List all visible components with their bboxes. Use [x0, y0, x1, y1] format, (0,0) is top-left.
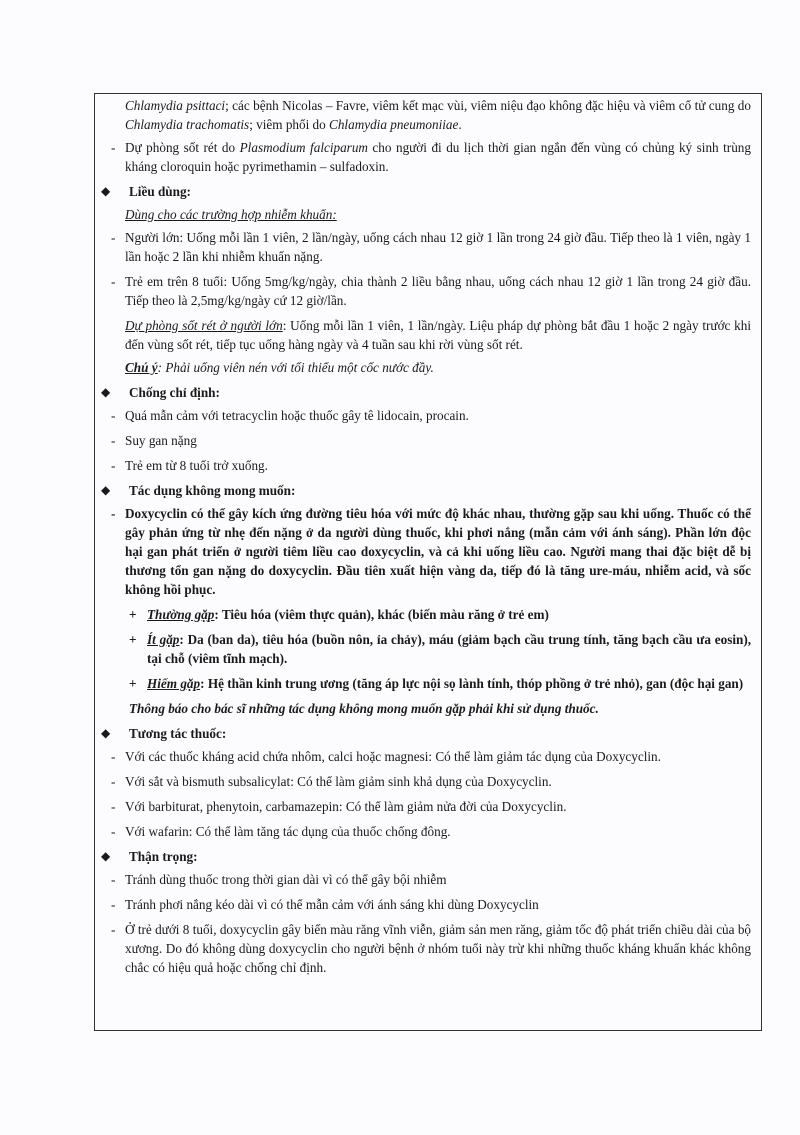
text: Trẻ em trên 8 tuổi: Uống 5mg/kg/ngày, chia thành 2 liều bằng nhau, uống cách nhau 12 giờ 1 lần trong 24 giờ đầu. Tiếp theo là 2,5mg/kg/ngày cứ 12 giờ/lần. [125, 274, 751, 308]
text: Ở trẻ dưới 8 tuổi, doxycyclin gây biến màu răng vĩnh viễn, giảm sản men răng, giảm tốc độ phát triển chiều dài của bộ xương. Do đó không dùng doxycyclin cho người bệnh ở nhóm tuổi này trừ khi những thuốc kháng khuẩn khác không chắc có hiệu quả hoặc chống chỉ định. [125, 922, 751, 975]
text: Trẻ em từ 8 tuổi trở xuống. [125, 458, 268, 473]
text: ; viêm phổi do [249, 117, 330, 132]
side-effects-rare [107, 674, 751, 693]
text: Dự phòng sốt rét do [125, 140, 240, 155]
text: : Tiêu hóa (viêm thực quản), khác (biến màu răng ở trẻ em) [214, 607, 549, 622]
dash-marker: - [111, 922, 116, 937]
organism-name: Chlamydia pneumoniiae [329, 117, 459, 132]
side-effects-common [107, 605, 751, 624]
interaction-item [107, 822, 751, 841]
precautions-heading [101, 847, 751, 866]
dash-marker: - [111, 274, 116, 289]
dash-marker: - [111, 230, 116, 245]
dosage-heading [101, 182, 751, 201]
organism-name: Chlamydia psittaci [125, 98, 226, 113]
diamond-bullet-icon: ◆ [101, 385, 111, 399]
heading-text: Chống chỉ định: [129, 385, 220, 400]
dash-marker: - [111, 774, 116, 789]
frequency-label: Hiếm gặp [147, 676, 201, 691]
contraindications-heading [101, 383, 751, 402]
text: : Hệ thần kinh trung ương (tăng áp lực nội sọ lành tính, thóp phồng ở trẻ nhỏ), gan (độc hại gan) [200, 676, 744, 691]
dash-marker: - [111, 872, 116, 887]
dash-marker: - [111, 506, 116, 521]
dash-marker: - [111, 140, 116, 155]
diamond-bullet-icon: ◆ [101, 849, 111, 863]
dosage-subtitle: Dùng cho các trường hợp nhiễm khuẩn: [125, 207, 337, 222]
dash-marker: - [111, 824, 116, 839]
dash-marker: - [111, 408, 116, 423]
heading-text: Thận trọng: [129, 849, 198, 864]
plus-marker: + [129, 607, 137, 622]
side-effects-main [107, 504, 751, 599]
document-page [94, 93, 762, 1031]
dosage-children [107, 272, 751, 310]
side-effects-heading [101, 481, 751, 500]
dosage-note [125, 358, 751, 377]
diamond-bullet-icon: ◆ [101, 483, 111, 497]
text: Với sắt và bismuth subsalicylat: Có thể làm giảm sinh khả dụng của Doxycyclin. [125, 774, 552, 789]
dash-marker: - [111, 897, 116, 912]
frequency-label: Thường gặp [147, 607, 215, 622]
dosage-adult [107, 228, 751, 266]
text: cho người đi du lịch thời gian ngắn đến vùng có chủng ký sinh trùng kháng cloroquin hoặc pyrimethamin – sulfadoxin. [125, 140, 751, 174]
heading-text: Liều dùng: [129, 184, 191, 199]
contraindication-item [107, 456, 751, 475]
dash-marker: - [111, 749, 116, 764]
precaution-item [107, 920, 751, 977]
heading-text: Tương tác thuốc: [129, 726, 227, 741]
text: : Phải uống viên nén với tối thiểu một cốc nước đầy. [157, 360, 434, 375]
organism-name: Chlamydia trachomatis [125, 117, 250, 132]
heading-text: Tác dụng không mong muốn: [129, 483, 296, 498]
dosage-malaria-prophylaxis [125, 316, 751, 354]
diamond-bullet-icon: ◆ [101, 726, 111, 740]
text: Với các thuốc kháng acid chứa nhôm, calci hoặc magnesi: Có thể làm giảm tác dụng của Doxycyclin. [125, 749, 661, 764]
interaction-item [107, 747, 751, 766]
dash-marker: - [111, 458, 116, 473]
text: Với wafarin: Có thể làm tăng tác dụng của thuốc chống đông. [125, 824, 451, 839]
text: Quá mẫn cảm với tetracyclin hoặc thuốc gây tê lidocain, procain. [125, 408, 469, 423]
malaria-prophylaxis-indication [107, 138, 751, 176]
interaction-item [107, 772, 751, 791]
text: Tránh dùng thuốc trong thời gian dài vì có thể gây bội nhiễm [125, 872, 447, 887]
text: : Uống mỗi lần 1 viên, 1 lần/ngày. Liệu pháp dự phòng bắt đầu 1 hoặc 2 ngày trước khi đến vùng sốt rét, tiếp tục uống hàng ngày và 4 tuần sau khi rời vùng sốt rét. [125, 318, 752, 352]
text: Tránh phơi nắng kéo dài vì có thể mẫn cảm với ánh sáng khi dùng Doxycyclin [125, 897, 539, 912]
dash-marker: - [111, 433, 116, 448]
interaction-item [107, 797, 751, 816]
side-effects-uncommon [107, 630, 751, 668]
text: ; các bệnh Nicolas – Favre, viêm kết mạc vùi, viêm niệu đạo không đặc hiệu và viêm cổ tử cung do [225, 98, 751, 113]
indications-continued [125, 96, 751, 134]
note-label: Chú ý [125, 360, 158, 375]
sub-label: Dự phòng sốt rét ở người lớn [125, 318, 283, 333]
organism-name: Plasmodium falciparum [239, 140, 368, 155]
contraindication-item [107, 406, 751, 425]
text: : Da (ban da), tiêu hóa (buồn nôn, ỉa chảy), máu (giảm bạch cầu trung tính, tăng bạch cầu ưa eosin), tại chỗ (viêm tĩnh mạch). [147, 632, 752, 666]
diamond-bullet-icon: ◆ [101, 184, 111, 198]
text: Người lớn: Uống mỗi lần 1 viên, 2 lần/ngày, uống cách nhau 12 giờ 1 lần trong 24 giờ đầu. Tiếp theo là 1 viên, ngày 1 lần hoặc 2 lần khi nhiễm khuẩn nặng. [125, 230, 751, 264]
text: Doxycyclin có thể gây kích ứng đường tiêu hóa với mức độ khác nhau, thường gặp sau khi uống. Thuốc có thể gây phản ứng từ nhẹ đến nặng ở da người dùng thuốc, khi phơi nắng (mẫn cảm với ánh sáng). Phần lớn độc hại gan phát triển ở người tiêm liều cao doxycyclin, và cả khi uống liều cao. Người mang thai đặc biệt dễ bị thương tổn gan nặng do doxycyclin. Đầu tiên xuất hiện vàng da, tiếp đó là tăng ure-máu, nhiễm acid, và sốc không hồi phục. [125, 506, 751, 597]
plus-marker: + [129, 632, 137, 647]
contraindication-item [107, 431, 751, 450]
text: Suy gan nặng [125, 433, 197, 448]
precaution-item [107, 870, 751, 889]
dash-marker: - [111, 799, 116, 814]
precaution-item [107, 895, 751, 914]
frequency-label: Ít gặp [147, 632, 180, 647]
side-effects-notice: Thông báo cho bác sĩ những tác dụng không mong muốn gặp phải khi sử dụng thuốc. [129, 701, 599, 716]
interactions-heading [101, 724, 751, 743]
plus-marker: + [129, 676, 137, 691]
text: Với barbiturat, phenytoin, carbamazepin: Có thể làm giảm nửa đời của Doxycyclin. [125, 799, 567, 814]
text: . [458, 117, 462, 132]
